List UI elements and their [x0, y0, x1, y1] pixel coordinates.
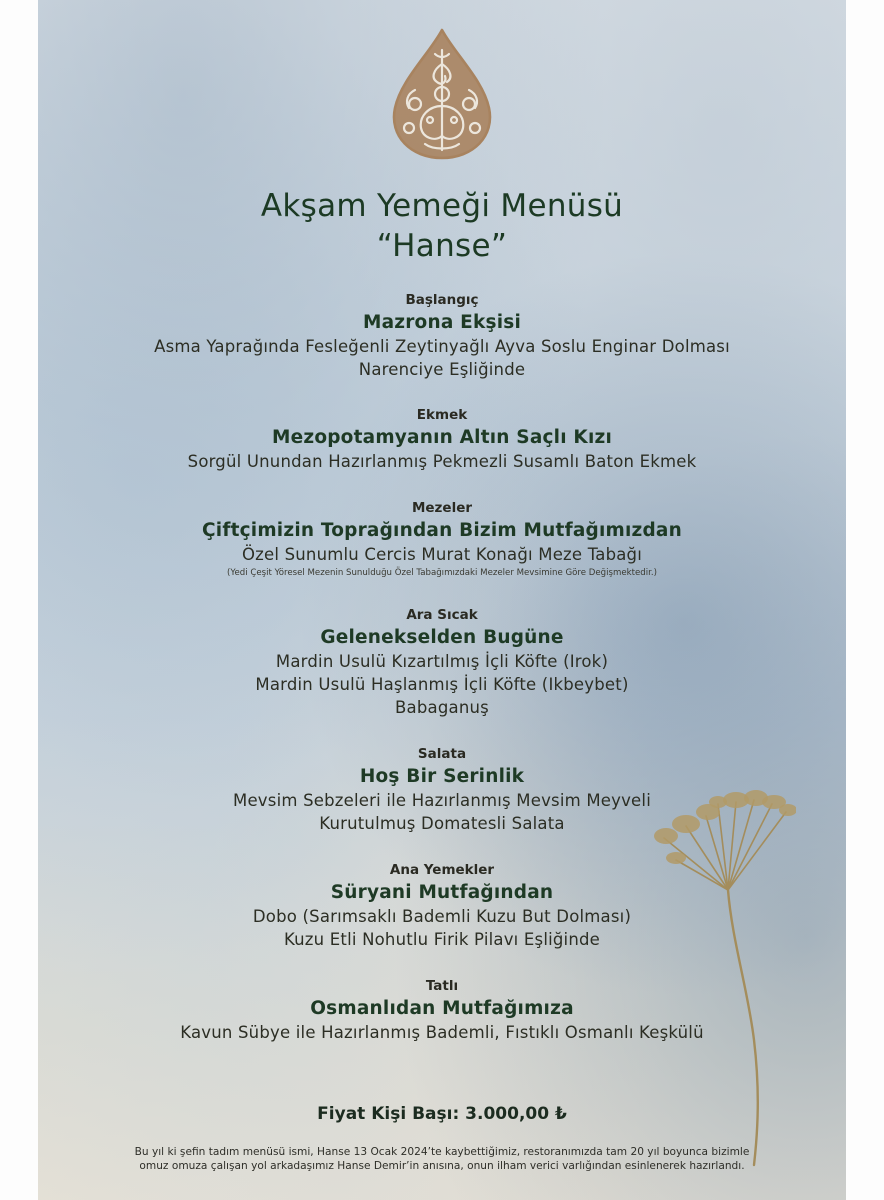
price-per-person: Fiyat Kişi Başı: 3.000,00 ₺ — [317, 1104, 567, 1124]
section-category: Başlangıç — [405, 292, 479, 308]
menu-section-bread — [38, 405, 846, 473]
section-category: Ekmek — [416, 407, 468, 423]
section-description: Asma Yaprağında Fesleğenli Zeytinyağlı Ayva Soslu Enginar Dolması — [154, 337, 730, 356]
menu-page — [38, 0, 846, 1200]
section-description: Özel Sunumlu Cercis Murat Konağı Meze Tabağı — [241, 545, 643, 564]
menu-section-hot-starter — [38, 605, 846, 719]
section-dish: Hoş Bir Serinlik — [359, 766, 525, 787]
section-description: Kavun Sübye ile Hazırlanmış Bademli, Fıstıklı Osmanlı Keşkülü — [180, 1023, 704, 1042]
ornamental-drop-motif-icon — [385, 24, 499, 164]
menu-title: Akşam Yemeği Menüsü — [260, 188, 624, 224]
section-description: Babaganuş — [395, 698, 489, 717]
section-description: Narenciye Eşliğinde — [358, 360, 526, 379]
section-description: Kurutulmuş Domatesli Salata — [319, 814, 565, 833]
section-description: Mardin Usulü Kızartılmış İçli Köfte (Irok) — [275, 652, 609, 671]
footer-dedication — [78, 1145, 806, 1173]
section-dish: Mazrona Ekşisi — [362, 312, 522, 333]
menu-section-mezes — [38, 498, 846, 580]
section-dish: Osmanlıdan Mutfağımıza — [310, 998, 574, 1019]
section-category: Tatlı — [425, 978, 459, 994]
section-description: Mevsim Sebzeleri ile Hazırlanmış Mevsim Meyveli — [233, 791, 651, 810]
section-dish: Çiftçimizin Toprağından Bizim Mutfağımızdan — [202, 520, 682, 541]
menu-section-salad — [38, 744, 846, 835]
section-dish: Gelenekselden Bugüne — [320, 627, 564, 648]
section-description: Dobo (Sarımsaklı Bademli Kuzu But Dolması) — [252, 907, 632, 926]
footer-line: Bu yıl ki şefin tadım menüsü ismi, Hanse 13 Ocak 2024’te kaybettiğimiz, restoranımızda tam 20 yıl boyunca bizimle — [134, 1146, 750, 1158]
section-description: Sorgül Unundan Hazırlanmış Pekmezli Susamlı Baton Ekmek — [187, 452, 697, 471]
section-category: Ara Sıcak — [406, 607, 478, 623]
section-category: Salata — [417, 746, 467, 762]
section-dish: Mezopotamyanın Altın Saçlı Kızı — [272, 427, 612, 448]
menu-section-starter — [38, 290, 846, 381]
section-description: Mardin Usulü Haşlanmış İçli Köfte (Ikbeybet) — [255, 675, 629, 694]
section-category: Ana Yemekler — [389, 862, 495, 878]
section-note: (Yedi Çeşit Yöresel Mezenin Sunulduğu Özel Tabağımızdaki Mezeler Mevsimine Göre Değişmektedir.) — [227, 568, 657, 578]
menu-section-dessert — [38, 976, 846, 1044]
section-description: Kuzu Etli Nohutlu Firik Pilavı Eşliğinde — [283, 930, 601, 949]
section-category: Mezeler — [411, 500, 473, 516]
section-dish: Süryani Mutfağından — [330, 882, 554, 903]
menu-subtitle: “Hanse” — [376, 228, 508, 264]
footer-line: omuz omuza çalışan yol arkadaşımız Hanse Demir’in anısına, onun ilham verici varlığından esinlenerek hazırlandı. — [139, 1160, 745, 1172]
menu-section-main-course — [38, 860, 846, 951]
